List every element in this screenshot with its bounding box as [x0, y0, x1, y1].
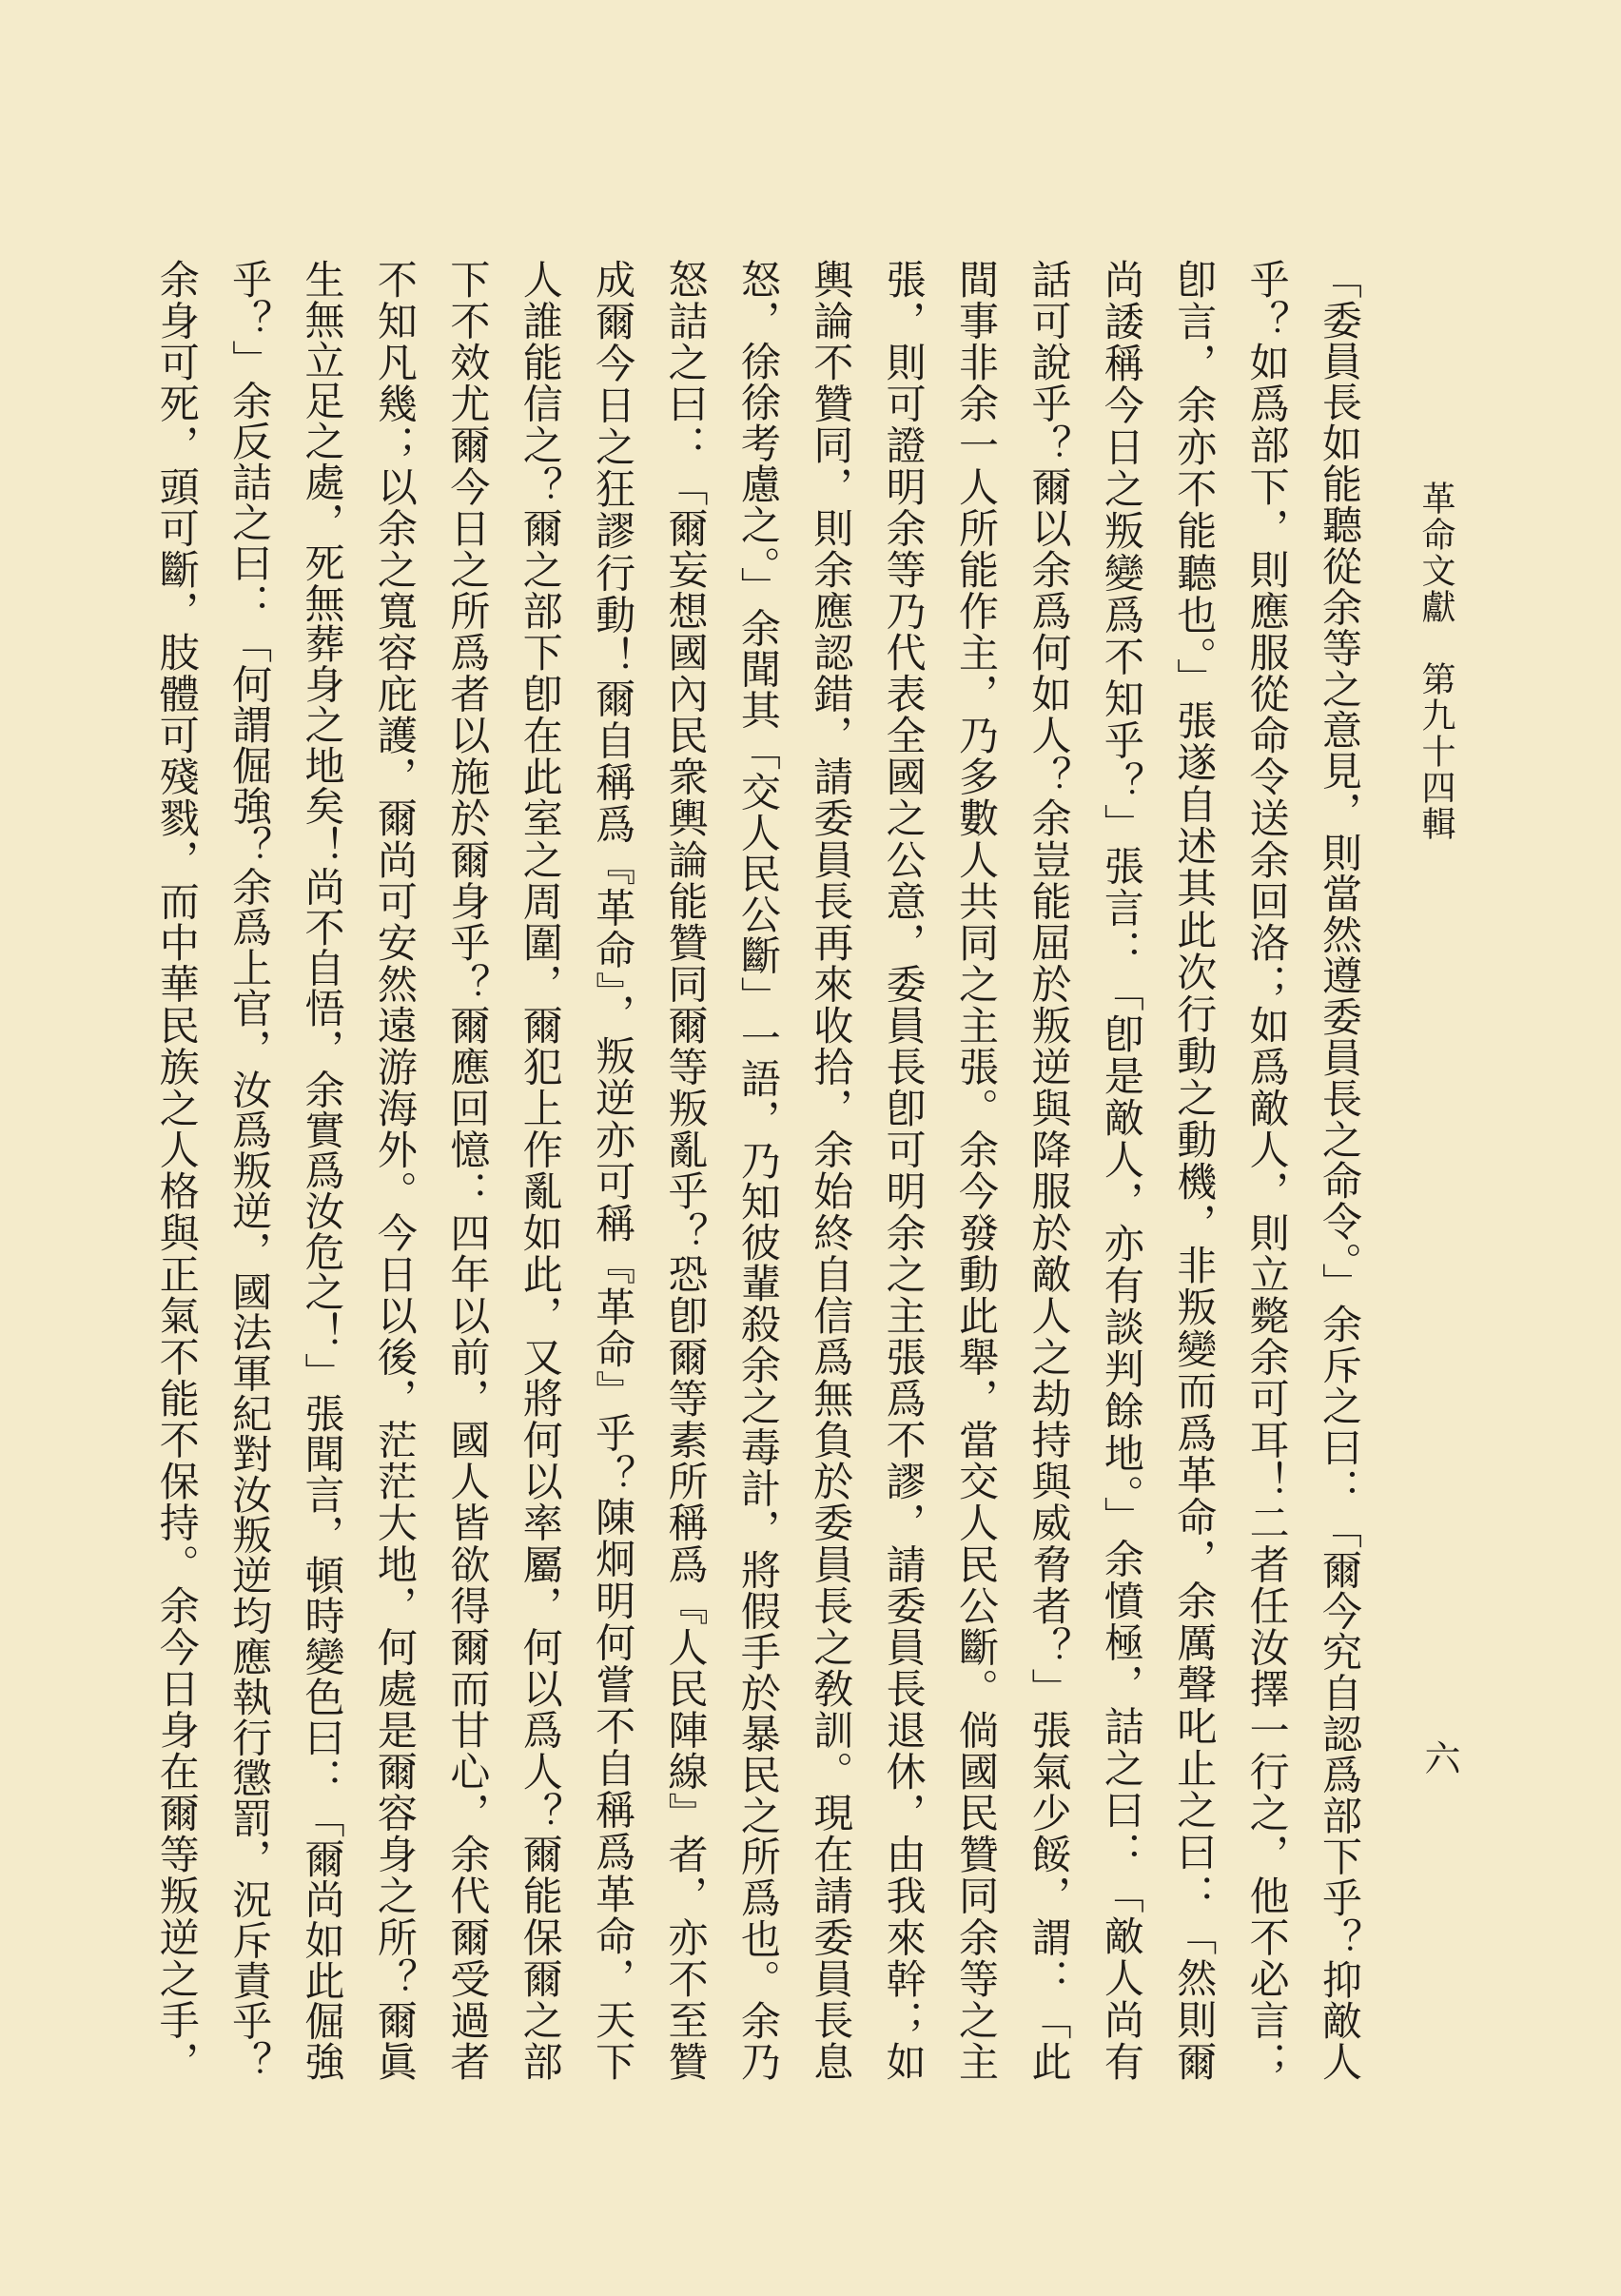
text-column: 成爾今日之狂謬行動！爾自稱爲『革命』，叛逆亦可稱『革命』乎？陳炯明何嘗不自稱爲革命，天下 — [590, 259, 637, 2081]
running-header: 革命文獻 第九十四輯 — [1416, 481, 1455, 842]
text-column: 人誰能信之？爾之部下卽在此室之周圍，爾犯上作亂如此，又將何以率屬，何以爲人？爾能保爾之部 — [517, 259, 564, 2081]
text-column: 「委員長如能聽從余等之意見，則當然遵委員長之命令。」余斥之曰：「爾今究自認爲部下乎？抑敵人 — [1317, 259, 1363, 2081]
text-column: 話可說乎？爾以余爲何如人？余豈能屈於叛逆與降服於敵人之劫持與威脅者？」張氣少餒，謂：「此 — [1025, 259, 1073, 2081]
text-column: 生無立足之處，死無葬身之地矣！尚不自悟，余實爲汝危之！」張聞言，頓時變色曰：「爾尚如此倔強 — [299, 259, 346, 2081]
text-column: 乎？如爲部下，則應服從命令送余回洛；如爲敵人，則立斃余可耳！二者任汝擇一行之，他不必言； — [1243, 259, 1291, 2081]
text-column: 張，則可證明余等乃代表全國之公意，委員長卽可明余之主張爲不謬，請委員長退休，由我來幹；如 — [880, 259, 928, 2081]
text-column: 不知凡幾；以余之寬容庇護，爾尚可安然遠游海外。今日以後，茫茫大地，何處是爾容身之所？爾眞 — [371, 259, 419, 2081]
text-column: 怒詰之曰：「爾妄想國內民衆輿論能贊同爾等叛亂乎？恐卽爾等素所稱爲『人民陣線』者，亦不至贊 — [662, 259, 710, 2081]
text-column: 尚諉稱今日之叛變爲不知乎？」張言：「卽是敵人，亦有談判餘地。」余憤極，詰之曰：「敵人尚有 — [1098, 259, 1145, 2081]
text-column: 下不效尤爾今日之所爲者以施於爾身乎？爾應回憶：四年以前，國人皆欲得爾而甘心，余代爾受過者 — [444, 259, 492, 2081]
body-text — [140, 259, 1376, 2081]
page-number: 六 — [1418, 1739, 1460, 1776]
text-column: 怒，徐徐考慮之。」余聞其「交人民公斷」一語，乃知彼輩殺余之毒計，將假手於暴民之所爲也。余乃 — [734, 259, 782, 2081]
text-column: 輿論不贊同，則余應認錯，請委員長再來收拾，余始終自信爲無負於委員長之敎訓。現在請委員長息 — [808, 259, 855, 2081]
text-column: 乎？」余反詰之曰：「何謂倔強？余爲上官，汝爲叛逆，國法軍紀對汝叛逆均應執行懲罰，況斥責乎？ — [226, 259, 274, 2081]
text-column: 間事非余一人所能作主，乃多數人共同之主張。余今發動此舉，當交人民公斷。倘國民贊同余等之主 — [953, 259, 1001, 2081]
text-column: 卽言，余亦不能聽也。」張遂自述其此次行動之動機，非叛變而爲革命，余厲聲叱止之曰：「然則爾 — [1171, 259, 1219, 2081]
text-column: 余身可死，頭可斷，肢體可殘戮，而中華民族之人格與正氣不能不保持。余今日身在爾等叛逆之手， — [153, 259, 201, 2081]
